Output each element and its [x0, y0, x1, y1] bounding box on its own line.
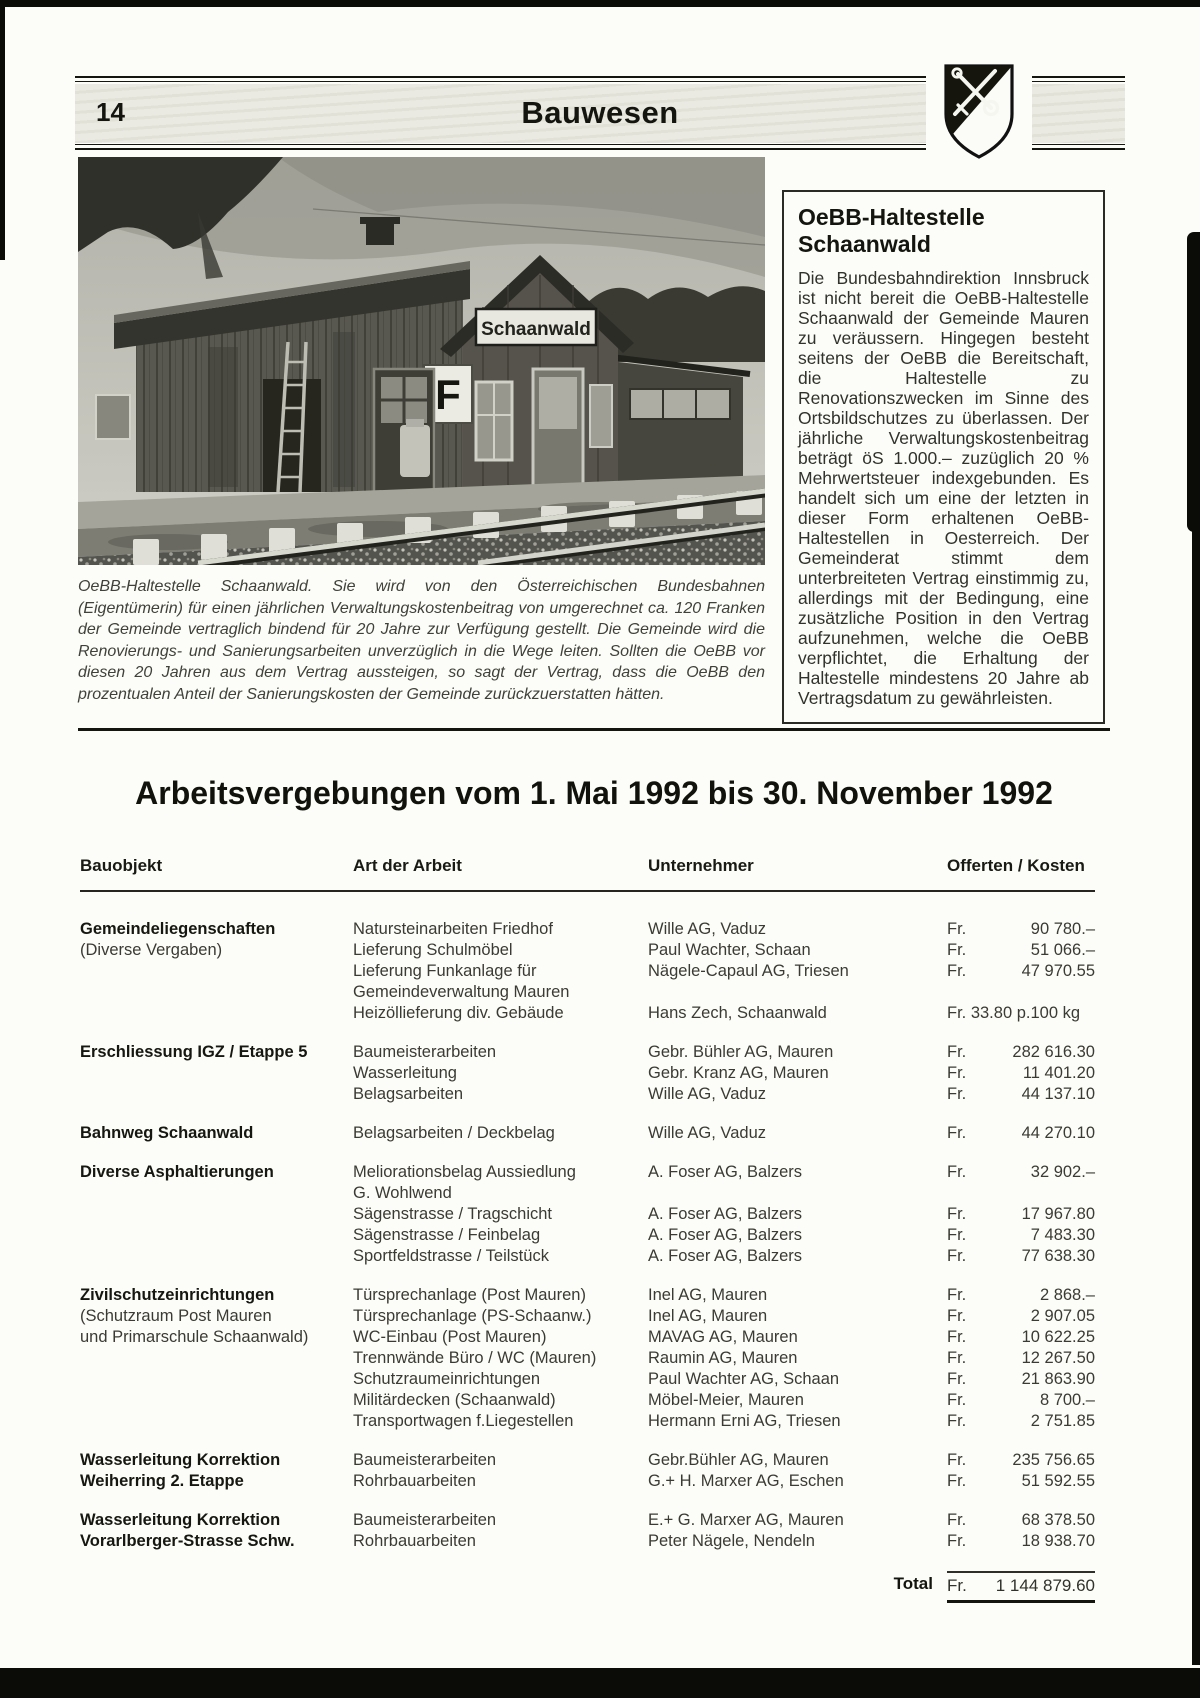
section-divider: [78, 728, 1110, 731]
offerten-kosten-cell: [947, 1307, 1095, 1328]
bauobjekt-cell: [80, 1412, 353, 1433]
offerten-kosten-cell: [947, 1247, 1095, 1268]
art-der-arbeit-cell: Militärdecken (Schaanwald): [353, 1391, 556, 1409]
fr-label: Fr.: [947, 1226, 967, 1244]
kosten-amount: 44 137.10: [1021, 1085, 1095, 1103]
art-der-arbeit-cell: Baumeisterarbeiten: [353, 1451, 497, 1469]
bauobjekt-cell: Zivilschutzeinrichtungen: [80, 1286, 275, 1304]
table-row: [80, 1391, 1095, 1412]
table-row: [80, 1163, 1095, 1184]
scan-streak-right: [1187, 232, 1200, 532]
kosten-amount: 51 066.–: [1030, 941, 1095, 959]
fr-label: Fr.: [947, 1124, 967, 1142]
table-group: [80, 1286, 1095, 1433]
total-fr-label: Fr.: [947, 1576, 967, 1595]
crest-container: [926, 58, 1032, 172]
art-der-arbeit-cell: Sportfeldstrasse / Teilstück: [353, 1247, 549, 1265]
header-offerten-kosten: Offerten / Kosten: [947, 856, 1085, 875]
kosten-amount: 17 967.80: [1021, 1205, 1095, 1223]
table-total-row: [80, 1571, 1095, 1603]
kosten-amount: 8 700.–: [1039, 1391, 1095, 1409]
table-row: [80, 1472, 1095, 1493]
offerten-kosten-cell: [947, 1370, 1095, 1391]
bauobjekt-cell: [80, 1247, 353, 1268]
page-number: 14: [96, 97, 125, 127]
unternehmer-cell: G.+ H. Marxer AG, Eschen: [648, 1472, 844, 1490]
kosten-amount: 32 902.–: [1030, 1163, 1095, 1181]
unternehmer-cell: Gebr. Bühler AG, Mauren: [648, 1043, 834, 1061]
unternehmer-cell: E.+ G. Marxer AG, Mauren: [648, 1511, 844, 1529]
header-art-der-arbeit: Art der Arbeit: [353, 856, 462, 875]
bauobjekt-cell: (Schutzraum Post Mauren: [80, 1307, 272, 1325]
unternehmer-cell: Wille AG, Vaduz: [648, 1085, 766, 1103]
table-group: [80, 1511, 1095, 1553]
offerten-kosten-cell: [947, 920, 1095, 941]
table-row: [80, 1085, 1095, 1106]
unternehmer-cell: A. Foser AG, Balzers: [648, 1163, 803, 1181]
kosten-amount: 12 267.50: [1021, 1349, 1095, 1367]
unternehmer-cell: Hermann Erni AG, Triesen: [648, 1412, 841, 1430]
offerten-kosten-cell: [947, 1451, 1095, 1472]
unternehmer-cell: Inel AG, Mauren: [648, 1286, 768, 1304]
table-header-rule: [80, 890, 1095, 892]
station-photo: [78, 157, 765, 565]
table-row: [80, 1412, 1095, 1433]
kosten-amount: 44 270.10: [1021, 1124, 1095, 1142]
f-sign-text: F: [435, 371, 461, 418]
offerten-kosten-cell: [947, 1124, 1095, 1145]
article-body: Die Bundesbahndirektion Innsbruck ist nicht bereit die OeBB-Haltestelle Schaanwald der Gemeinde Mauren zu veräussern. Hingegen besteht seitens der OeBB die Bereitschaft, die Haltestelle zu Renovationszwecken im Sinne des Ortsbildschutzes zu überlassen. Der jährliche Verwaltungskostenbeitrag beträgt öS 1.000.– zuzüglich 20 % Mehrwertsteuer indexgebunden. Es handelt sich um eine der letzten in dieser Form erhaltenen OeBB-Haltestellen in Oesterreich. Der Gemeinderat stimmt dem unterbreiteten Vertrag einstimmig zu, allerdings mit der Bedingung, eine zusätzliche Position in den Vertrag aufzunehmen, welche die OeBB verpflichtet, die Erhaltung der Haltestelle mindestens 20 Jahre ab Vertragsdatum zu gewährleisten.: [798, 268, 1089, 708]
art-der-arbeit-cell: Schutzraumeinrichtungen: [353, 1370, 541, 1388]
table-row: [80, 1184, 1095, 1205]
fr-label: Fr.: [947, 1064, 967, 1082]
unternehmer-cell: [648, 1184, 947, 1205]
table-row: [80, 1370, 1095, 1391]
art-der-arbeit-cell: Belagsarbeiten: [353, 1085, 464, 1103]
table-row: [80, 1247, 1095, 1268]
scan-streak-right-thin: [1192, 520, 1200, 1665]
offerten-kosten-cell: [947, 1349, 1095, 1370]
offerten-kosten-cell: [947, 1412, 1095, 1433]
bauobjekt-cell: [80, 1085, 353, 1106]
total-label: Total: [893, 1574, 933, 1593]
bauobjekt-cell: Bahnweg Schaanwald: [80, 1124, 254, 1142]
offerten-kosten-cell: [947, 1286, 1095, 1307]
unternehmer-cell: Wille AG, Vaduz: [648, 920, 766, 938]
article-box: [782, 190, 1105, 724]
unternehmer-cell: A. Foser AG, Balzers: [648, 1247, 803, 1265]
fr-label: Fr.: [947, 1085, 967, 1103]
kosten-amount: 47 970.55: [1021, 962, 1095, 980]
kosten-amount: 235 756.65: [1012, 1451, 1095, 1469]
table-row: [80, 1349, 1095, 1370]
table-row: [80, 1307, 1095, 1328]
art-der-arbeit-cell: Türsprechanlage (PS-Schaanw.): [353, 1307, 592, 1325]
kosten-amount: 18 938.70: [1021, 1532, 1095, 1550]
fr-label: Fr.: [947, 1307, 967, 1325]
station-photo-illustration: [78, 157, 765, 565]
offerten-kosten-cell: [947, 1085, 1095, 1106]
offerten-kosten-cell: [947, 1472, 1095, 1493]
station-sign-text: Schaanwald: [481, 319, 591, 340]
fr-label: Fr.: [947, 1391, 967, 1409]
main-section-title: Arbeitsvergebungen vom 1. Mai 1992 bis 30. November 1992: [135, 775, 1053, 811]
offerten-kosten-cell: [947, 983, 1095, 1004]
art-der-arbeit-cell: Heizöllieferung div. Gebäude: [353, 1004, 564, 1022]
bauobjekt-cell: Erschliessung IGZ / Etappe 5: [80, 1043, 308, 1061]
table-row: [80, 920, 1095, 941]
fr-label: Fr.: [947, 1412, 967, 1430]
bauobjekt-cell: [80, 1391, 353, 1412]
art-der-arbeit-cell: Türsprechanlage (Post Mauren): [353, 1286, 586, 1304]
table-row: [80, 1328, 1095, 1349]
bauobjekt-cell: (Diverse Vergaben): [80, 941, 223, 959]
kosten-amount: 7 483.30: [1030, 1226, 1095, 1244]
arbeitsvergebungen-table: [80, 856, 1095, 1603]
bauobjekt-cell: [80, 962, 353, 983]
offerten-kosten-cell: [947, 1391, 1095, 1412]
offerten-kosten-cell: [947, 1511, 1095, 1532]
offerten-kosten-cell: [947, 1163, 1095, 1184]
fr-label: Fr.: [947, 1472, 967, 1490]
offerten-kosten-cell: [947, 1064, 1095, 1085]
unternehmer-cell: Nägele-Capaul AG, Triesen: [648, 962, 849, 980]
unternehmer-cell: Raumin AG, Mauren: [648, 1349, 798, 1367]
offerten-kosten-cell: [947, 1043, 1095, 1064]
bauobjekt-cell: Wasserleitung Korrektion: [80, 1511, 281, 1529]
offerten-kosten-cell: [947, 1004, 1095, 1025]
section-banner-title: Bauwesen: [521, 95, 679, 130]
bauobjekt-cell: [80, 1064, 353, 1085]
kosten-amount: 282 616.30: [1012, 1043, 1095, 1061]
table-row: [80, 1451, 1095, 1472]
fr-label: Fr.: [947, 962, 967, 980]
kosten-full-text: Fr. 33.80 p.100 kg: [947, 1004, 1081, 1022]
art-der-arbeit-cell: Baumeisterarbeiten: [353, 1511, 497, 1529]
kosten-amount: 2 907.05: [1030, 1307, 1095, 1325]
table-row: [80, 1532, 1095, 1553]
kosten-amount: 10 622.25: [1021, 1328, 1095, 1346]
table-group: [80, 1163, 1095, 1268]
unternehmer-cell: Inel AG, Mauren: [648, 1307, 768, 1325]
art-der-arbeit-cell: Meliorationsbelag Aussiedlung: [353, 1163, 576, 1181]
fr-label: Fr.: [947, 1163, 967, 1181]
table-group: [80, 1043, 1095, 1106]
table-row: [80, 1511, 1095, 1532]
fr-label: Fr.: [947, 1286, 967, 1304]
photo-caption: OeBB-Haltestelle Schaanwald. Sie wird von den Österreichischen Bundesbahnen (Eigentümerin) für einen jährlichen Verwaltungskostenbeitrag von umgerechnet ca. 120 Franken der Gemeinde vertraglich bindend für 20 Jahre zur Verfügung gestellt. Die Gemeinde wird die Renovierungs- und Sanierungsarbeiten unverzüglich in die Wege leiten. Sollten die OeBB vor diesen 20 Jahren aus dem Vertrag aussteigen, so sagt der Vertrag, dass die OeBB den prozentualen Anteil der Sanierungskosten der Gemeinde zurückzuerstatten hätten.: [78, 578, 765, 703]
unternehmer-cell: A. Foser AG, Balzers: [648, 1205, 803, 1223]
fr-label: Fr.: [947, 1451, 967, 1469]
art-der-arbeit-cell: Baumeisterarbeiten: [353, 1043, 497, 1061]
offerten-kosten-cell: [947, 1328, 1095, 1349]
art-der-arbeit-cell: Rohrbauarbeiten: [353, 1532, 476, 1550]
article-title: OeBB-Haltestelle Schaanwald: [798, 204, 985, 257]
table-group: [80, 920, 1095, 1025]
bauobjekt-cell: [80, 1226, 353, 1247]
bauobjekt-cell: [80, 1349, 353, 1370]
art-der-arbeit-cell: WC-Einbau (Post Mauren): [353, 1328, 547, 1346]
unternehmer-cell: Wille AG, Vaduz: [648, 1124, 766, 1142]
fr-label: Fr.: [947, 1328, 967, 1346]
art-der-arbeit-cell: Sägenstrasse / Feinbelag: [353, 1226, 541, 1244]
bauobjekt-cell: [80, 1205, 353, 1226]
fr-label: Fr.: [947, 1370, 967, 1388]
unternehmer-cell: MAVAG AG, Mauren: [648, 1328, 798, 1346]
table-group: [80, 1124, 1095, 1145]
table-row: [80, 983, 1095, 1004]
total-value: [947, 1571, 1095, 1603]
fr-label: Fr.: [947, 1043, 967, 1061]
kosten-amount: 2 751.85: [1030, 1412, 1095, 1430]
bauobjekt-cell: [80, 983, 353, 1004]
kosten-amount: 90 780.–: [1030, 920, 1095, 938]
table-row: [80, 1226, 1095, 1247]
table-row: [80, 1004, 1095, 1025]
fr-label: Fr.: [947, 920, 967, 938]
offerten-kosten-cell: [947, 1532, 1095, 1553]
art-der-arbeit-cell: Gemeindeverwaltung Mauren: [353, 983, 570, 1001]
unternehmer-cell: Möbel-Meier, Mauren: [648, 1391, 804, 1409]
table-row: [80, 962, 1095, 983]
bauobjekt-cell: Gemeindeliegenschaften: [80, 920, 276, 938]
art-der-arbeit-cell: Rohrbauarbeiten: [353, 1472, 476, 1490]
bauobjekt-cell: Wasserleitung Korrektion: [80, 1451, 281, 1469]
fr-label: Fr.: [947, 941, 967, 959]
table-row: [80, 1064, 1095, 1085]
art-der-arbeit-cell: Belagsarbeiten / Deckbelag: [353, 1124, 555, 1142]
offerten-kosten-cell: [947, 962, 1095, 983]
kosten-amount: 77 638.30: [1021, 1247, 1095, 1265]
art-der-arbeit-cell: Transportwagen f.Liegestellen: [353, 1412, 574, 1430]
unternehmer-cell: Peter Nägele, Nendeln: [648, 1532, 815, 1550]
kosten-amount: 2 868.–: [1039, 1286, 1095, 1304]
art-der-arbeit-cell: G. Wohlwend: [353, 1184, 452, 1202]
scan-edge-left: [0, 0, 5, 260]
art-der-arbeit-cell: Trennwände Büro / WC (Mauren): [353, 1349, 597, 1367]
unternehmer-cell: Paul Wachter AG, Schaan: [648, 1370, 840, 1388]
fr-label: Fr.: [947, 1532, 967, 1550]
unternehmer-cell: Gebr. Kranz AG, Mauren: [648, 1064, 829, 1082]
bauobjekt-cell: Vorarlberger-Strasse Schw.: [80, 1532, 295, 1550]
kosten-amount: 68 378.50: [1021, 1511, 1095, 1529]
fr-label: Fr.: [947, 1205, 967, 1223]
bauobjekt-cell: [80, 1004, 353, 1025]
table-row: [80, 1043, 1095, 1064]
bauobjekt-cell: [80, 1184, 353, 1205]
total-amount: 1 144 879.60: [995, 1576, 1095, 1595]
unternehmer-cell: Paul Wachter, Schaan: [648, 941, 811, 959]
unternehmer-cell: Gebr.Bühler AG, Mauren: [648, 1451, 829, 1469]
art-der-arbeit-cell: Sägenstrasse / Tragschicht: [353, 1205, 553, 1223]
table-row: [80, 941, 1095, 962]
unternehmer-cell: Hans Zech, Schaanwald: [648, 1004, 827, 1022]
header-unternehmer: Unternehmer: [648, 856, 754, 875]
table-row: [80, 1124, 1095, 1145]
art-der-arbeit-cell: Lieferung Schulmöbel: [353, 941, 513, 959]
unternehmer-cell: A. Foser AG, Balzers: [648, 1226, 803, 1244]
offerten-kosten-cell: [947, 1205, 1095, 1226]
bauobjekt-cell: Weiherring 2. Etappe: [80, 1472, 244, 1490]
art-der-arbeit-cell: Lieferung Funkanlage für: [353, 962, 537, 980]
table-group: [80, 1451, 1095, 1493]
fr-label: Fr.: [947, 1349, 967, 1367]
unternehmer-cell: [648, 983, 947, 1004]
header-bauobjekt: Bauobjekt: [80, 856, 163, 875]
bauobjekt-cell: und Primarschule Schaanwald): [80, 1328, 309, 1346]
art-der-arbeit-cell: Natursteinarbeiten Friedhof: [353, 920, 553, 938]
offerten-kosten-cell: [947, 1226, 1095, 1247]
offerten-kosten-cell: [947, 941, 1095, 962]
art-der-arbeit-cell: Wasserleitung: [353, 1064, 457, 1082]
kosten-amount: 51 592.55: [1021, 1472, 1095, 1490]
scan-edge-top: [0, 0, 1200, 7]
fr-label: Fr.: [947, 1247, 967, 1265]
bauobjekt-cell: [80, 1370, 353, 1391]
bauobjekt-cell: Diverse Asphaltierungen: [80, 1163, 274, 1181]
table-row: [80, 1205, 1095, 1226]
table-body: [80, 920, 1095, 1553]
mauren-coat-of-arms-icon: [941, 62, 1017, 162]
kosten-amount: 21 863.90: [1021, 1370, 1095, 1388]
scan-edge-bottom: [0, 1668, 1200, 1698]
table-header-row: [80, 856, 1095, 876]
table-row: [80, 1286, 1095, 1307]
offerten-kosten-cell: [947, 1184, 1095, 1205]
fr-label: Fr.: [947, 1511, 967, 1529]
kosten-amount: 11 401.20: [1022, 1064, 1095, 1082]
